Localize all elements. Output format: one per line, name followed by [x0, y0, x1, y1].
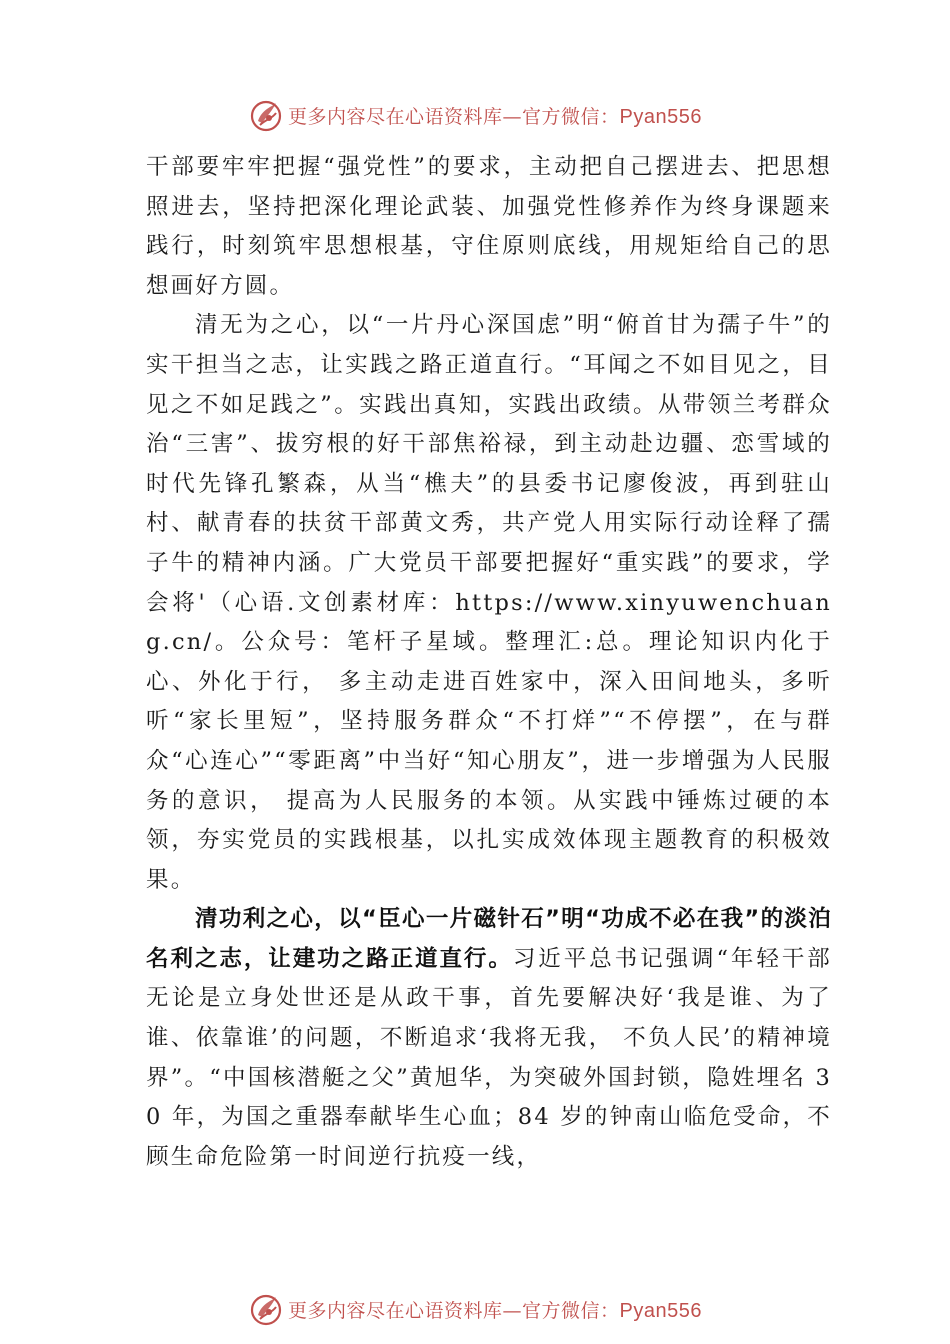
footer-text: [288, 1296, 702, 1323]
paragraph-3: [146, 900, 832, 1177]
paragraph-3-text: 习近平总书记强调“年轻干部无论是立身处世还是从政干事，首先要解决好‘我是谁、为了谁、依靠谁’的问题，不断追求‘我将无我， 不负人民’的精神境界”。“中国核潜艇之父”黄旭华，为突破外国封锁，隐姓埋名 30 年，为国之重器奉献毕生心血；84 岁的钟南山临危受命，不顾生命危险第一时间逆行抗疫一线，: [146, 945, 832, 1170]
paragraph-3-heading: 清功利之心，以“臣心一片磁针石”明“功成不必在我”的淡泊名利之志，让建功之路正道直行。: [146, 906, 832, 972]
header-text: [288, 102, 702, 129]
header-watermark: [0, 95, 950, 135]
header-separator: —: [502, 105, 523, 128]
swirl-flame-logo-icon: [248, 1291, 284, 1327]
header-brand: 更多内容尽在心语资料库: [288, 105, 503, 128]
document-body: [146, 148, 832, 1177]
footer-wechat-label: 官方微信：: [522, 1299, 620, 1322]
footer-separator: —: [502, 1299, 523, 1322]
header-wechat-id: Pyan556: [619, 105, 702, 128]
paragraph-2: 清无为之心，以“一片丹心深国虑”明“俯首甘为孺子牛”的实干担当之志，让实践之路正道直行。“耳闻之不如目见之，目见之不如足践之”。实践出真知，实践出政绩。从带领兰考群众治“三害”、拔穷根的好干部焦裕禄，到主动赴边疆、恋雪域的时代先锋孔繁森，从当“樵夫”的县委书记廖俊波，再到驻山村、献青春的扶贫干部黄文秀，共产党人用实际行动诠释了孺子牛的精神内涵。广大党员干部要把握好“重实践”的要求，学会将'（心语.文创素材库：https://www.xinyuwenchuang.cn/。公众号：笔杆子星域。整理汇:总。理论知识内化于心、外化于行， 多主动走进百姓家中，深入田间地头，多听听“家长里短”，坚持服务群众“不打烊”“不停摆”，在与群众“心连心”“零距离”中当好“知心朋友”，进一步增强为人民服务的意识， 提高为人民服务的本领。从实践中锤炼过硬的本领，夯实党员的实践根基，以扎实成效体现主题教育的积极效果。: [146, 312, 832, 893]
footer-wechat-id: Pyan556: [619, 1299, 702, 1322]
swirl-flame-logo-icon: [248, 97, 284, 133]
footer-brand: 更多内容尽在心语资料库: [288, 1299, 503, 1322]
header-wechat-label: 官方微信：: [522, 105, 620, 128]
footer-watermark: [0, 1289, 950, 1329]
paragraph-1: 干部要牢牢把握“强党性”的要求，主动把自己摆进去、把思想照进去，坚持把深化理论武装、加强党性修养作为终身课题来践行，时刻筑牢思想根基，守住原则底线，用规矩给自己的思想画好方圆。: [146, 154, 832, 299]
